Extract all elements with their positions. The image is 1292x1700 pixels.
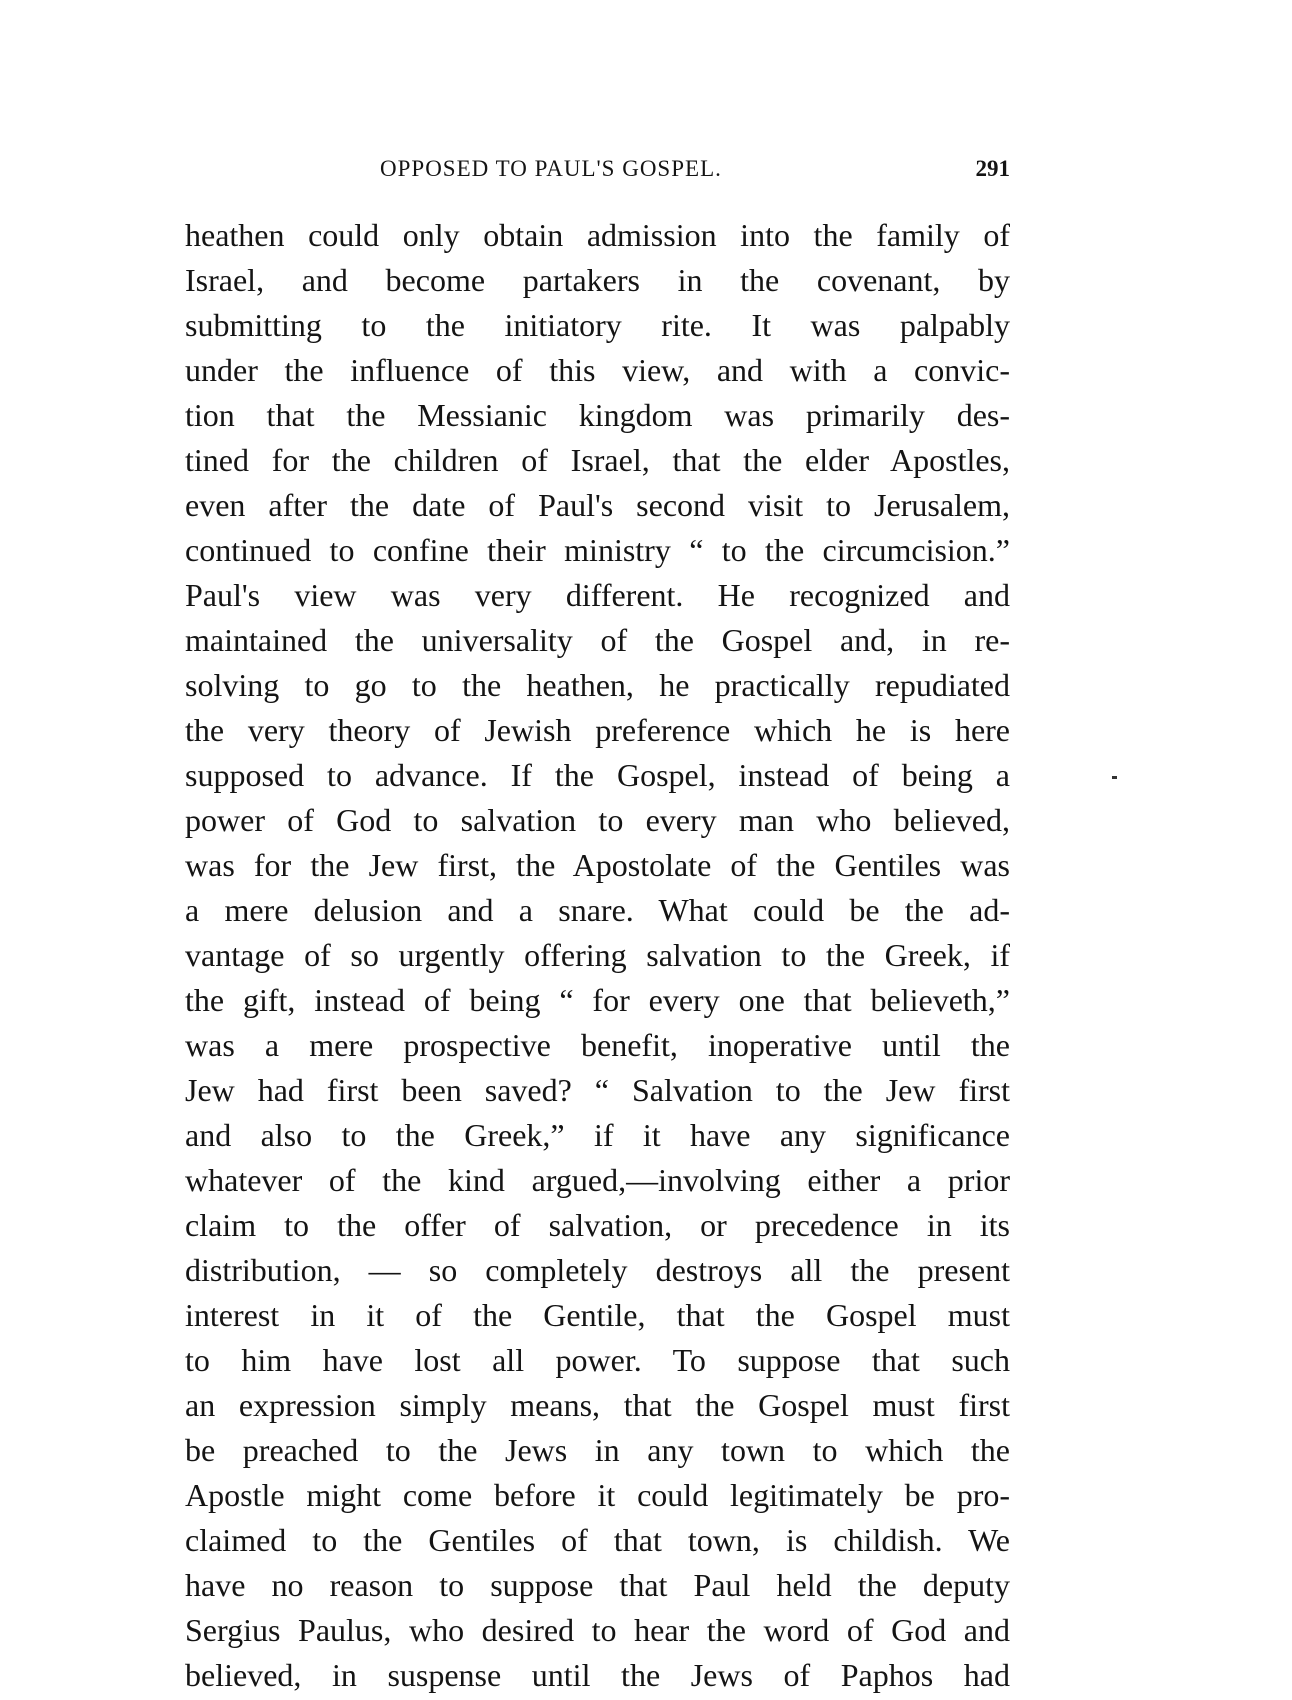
text-line: heathen could only obtain admission into the family of <box>185 217 1010 253</box>
text-line: be preached to the Jews in any town to which the <box>185 1432 1010 1468</box>
text-line: was for the Jew first, the Apostolate of the Gentiles was <box>185 847 1010 883</box>
text-line: interest in it of the Gentile, that the Gospel must <box>185 1297 1010 1333</box>
text-line: supposed to advance. If the Gospel, instead of being a <box>185 757 1010 793</box>
text-line: distribution, — so completely destroys all the present <box>185 1252 1010 1288</box>
body-text <box>185 213 1010 1698</box>
text-line: claimed to the Gentiles of that town, is childish. We <box>185 1522 1010 1558</box>
text-line: the very theory of Jewish preference which he is here <box>185 712 1010 748</box>
text-line: Sergius Paulus, who desired to hear the word of God and <box>185 1612 1010 1648</box>
text-line: Israel, and become partakers in the covenant, by <box>185 262 1010 298</box>
text-line: have no reason to suppose that Paul held the deputy <box>185 1567 1010 1603</box>
text-line: solving to go to the heathen, he practically repudiated <box>185 667 1010 703</box>
text-line: continued to confine their ministry “ to the circumcision.” <box>185 532 1010 568</box>
text-line: Jew had first been saved? “ Salvation to the Jew first <box>185 1072 1010 1108</box>
text-line: an expression simply means, that the Gospel must first <box>185 1387 1010 1423</box>
text-line: Paul's view was very different. He recognized and <box>185 577 1010 613</box>
page-number: 291 <box>975 156 1010 181</box>
text-line: Apostle might come before it could legitimately be pro- <box>185 1477 1010 1513</box>
text-line: was a mere prospective benefit, inoperative until the <box>185 1027 1010 1063</box>
text-line: vantage of so urgently offering salvation to the Greek, if <box>185 937 1010 973</box>
text-line: the gift, instead of being “ for every one that believeth,” <box>185 982 1010 1018</box>
text-line: under the influence of this view, and with a convic- <box>185 352 1010 388</box>
text-line: claim to the offer of salvation, or precedence in its <box>185 1207 1010 1243</box>
text-line: whatever of the kind argued,—involving either a prior <box>185 1162 1010 1198</box>
text-line: and also to the Greek,” if it have any significance <box>185 1117 1010 1153</box>
text-line: maintained the universality of the Gospel and, in re- <box>185 622 1010 658</box>
text-line: even after the date of Paul's second visit to Jerusalem, <box>185 487 1010 523</box>
running-title: OPPOSED TO PAUL'S GOSPEL. <box>380 156 722 181</box>
ink-speck <box>1112 776 1117 779</box>
text-line: tined for the children of Israel, that the elder Apostles, <box>185 442 1010 478</box>
text-line: believed, in suspense until the Jews of Paphos had <box>185 1657 1010 1693</box>
running-head <box>185 150 1010 190</box>
text-line: tion that the Messianic kingdom was primarily des- <box>185 397 1010 433</box>
text-line: a mere delusion and a snare. What could be the ad- <box>185 892 1010 928</box>
text-line: power of God to salvation to every man who believed, <box>185 802 1010 838</box>
text-line: to him have lost all power. To suppose that such <box>185 1342 1010 1378</box>
text-line: submitting to the initiatory rite. It was palpably <box>185 307 1010 343</box>
